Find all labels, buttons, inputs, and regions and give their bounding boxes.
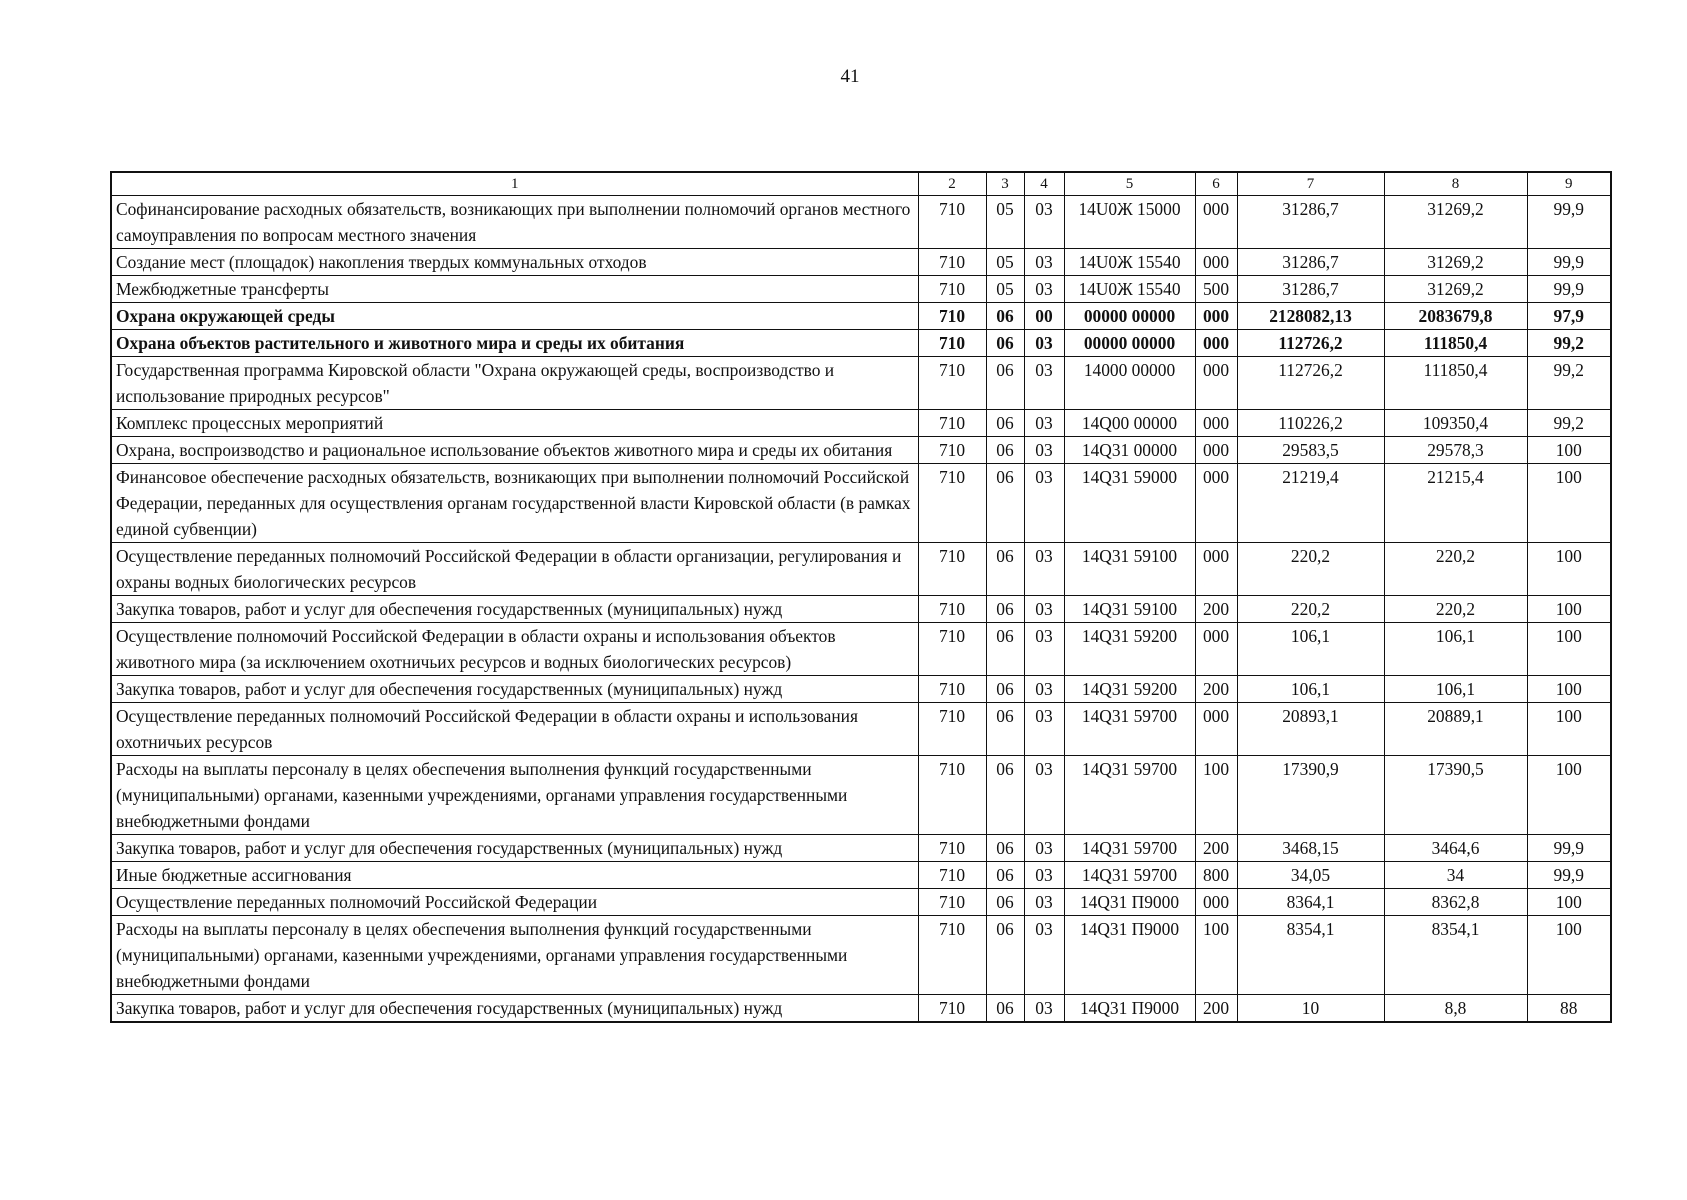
row-subsection-cell: 03 [1024, 357, 1064, 410]
header-cell: 7 [1237, 172, 1384, 196]
row-code-admin-cell: 710 [918, 889, 986, 916]
row-percent-cell: 100 [1527, 623, 1611, 676]
row-code-admin-cell: 710 [918, 623, 986, 676]
row-plan-cell: 110226,2 [1237, 410, 1384, 437]
row-section-cell: 06 [986, 464, 1024, 543]
row-actual-cell: 8354,1 [1384, 916, 1527, 995]
row-actual-cell: 109350,4 [1384, 410, 1527, 437]
row-code-admin-cell: 710 [918, 543, 986, 596]
row-target-article-cell: 14Q31 59700 [1064, 703, 1195, 756]
row-subsection-cell: 03 [1024, 756, 1064, 835]
header-cell: 8 [1384, 172, 1527, 196]
table-row [111, 862, 1611, 889]
row-percent-cell: 99,9 [1527, 249, 1611, 276]
row-actual-cell: 20889,1 [1384, 703, 1527, 756]
row-percent-cell: 88 [1527, 995, 1611, 1023]
row-expense-type-cell: 000 [1195, 357, 1237, 410]
row-name-cell: Осуществление переданных полномочий Российской Федерации в области организации, регулирования и охраны водных биологических ресурсов [111, 543, 918, 596]
row-section-cell: 06 [986, 330, 1024, 357]
table-row [111, 330, 1611, 357]
row-subsection-cell: 00 [1024, 303, 1064, 330]
row-target-article-cell: 14Q31 00000 [1064, 437, 1195, 464]
row-subsection-cell: 03 [1024, 995, 1064, 1023]
row-plan-cell: 220,2 [1237, 543, 1384, 596]
header-cell: 9 [1527, 172, 1611, 196]
row-code-admin-cell: 710 [918, 676, 986, 703]
table-row [111, 916, 1611, 995]
row-name-cell: Осуществление полномочий Российской Федерации в области охраны и использования объектов животного мира (за исключением охотничьих ресурсов и водных биологических ресурсов) [111, 623, 918, 676]
table-row [111, 543, 1611, 596]
table-row [111, 596, 1611, 623]
header-cell: 5 [1064, 172, 1195, 196]
row-name-cell: Комплекс процессных мероприятий [111, 410, 918, 437]
table-row [111, 276, 1611, 303]
row-name-cell: Охрана окружающей среды [111, 303, 918, 330]
row-actual-cell: 106,1 [1384, 623, 1527, 676]
row-expense-type-cell: 200 [1195, 596, 1237, 623]
header-cell: 1 [111, 172, 918, 196]
row-name-cell: Охрана объектов растительного и животного мира и среды их обитания [111, 330, 918, 357]
row-name-cell: Межбюджетные трансферты [111, 276, 918, 303]
row-expense-type-cell: 100 [1195, 756, 1237, 835]
row-actual-cell: 220,2 [1384, 543, 1527, 596]
row-percent-cell: 100 [1527, 916, 1611, 995]
row-subsection-cell: 03 [1024, 596, 1064, 623]
row-subsection-cell: 03 [1024, 862, 1064, 889]
row-actual-cell: 111850,4 [1384, 330, 1527, 357]
header-cell: 6 [1195, 172, 1237, 196]
row-code-admin-cell: 710 [918, 916, 986, 995]
row-actual-cell: 8,8 [1384, 995, 1527, 1023]
table-row [111, 410, 1611, 437]
row-subsection-cell: 03 [1024, 249, 1064, 276]
row-percent-cell: 100 [1527, 437, 1611, 464]
row-code-admin-cell: 710 [918, 995, 986, 1023]
table-row [111, 623, 1611, 676]
row-code-admin-cell: 710 [918, 835, 986, 862]
row-plan-cell: 112726,2 [1237, 357, 1384, 410]
table-row [111, 196, 1611, 249]
row-expense-type-cell: 000 [1195, 249, 1237, 276]
row-plan-cell: 112726,2 [1237, 330, 1384, 357]
table-row [111, 249, 1611, 276]
row-name-cell: Осуществление переданных полномочий Российской Федерации [111, 889, 918, 916]
row-percent-cell: 100 [1527, 543, 1611, 596]
table-body [111, 172, 1611, 1022]
row-target-article-cell: 14U0Ж 15000 [1064, 196, 1195, 249]
row-percent-cell: 100 [1527, 703, 1611, 756]
table-row [111, 756, 1611, 835]
row-expense-type-cell: 000 [1195, 703, 1237, 756]
row-actual-cell: 111850,4 [1384, 357, 1527, 410]
row-actual-cell: 2083679,8 [1384, 303, 1527, 330]
row-expense-type-cell: 500 [1195, 276, 1237, 303]
row-plan-cell: 31286,7 [1237, 276, 1384, 303]
row-code-admin-cell: 710 [918, 756, 986, 835]
row-code-admin-cell: 710 [918, 276, 986, 303]
row-target-article-cell: 14Q31 59100 [1064, 596, 1195, 623]
row-expense-type-cell: 000 [1195, 196, 1237, 249]
row-subsection-cell: 03 [1024, 916, 1064, 995]
table-row [111, 303, 1611, 330]
row-subsection-cell: 03 [1024, 543, 1064, 596]
budget-table [110, 171, 1612, 1023]
row-name-cell: Софинансирование расходных обязательств, возникающих при выполнении полномочий органов местного самоуправления по вопросам местного значения [111, 196, 918, 249]
row-plan-cell: 31286,7 [1237, 196, 1384, 249]
row-target-article-cell: 14U0Ж 15540 [1064, 249, 1195, 276]
row-code-admin-cell: 710 [918, 596, 986, 623]
row-target-article-cell: 14Q31 59200 [1064, 676, 1195, 703]
row-percent-cell: 100 [1527, 596, 1611, 623]
header-row [111, 172, 1611, 196]
row-section-cell: 05 [986, 196, 1024, 249]
row-expense-type-cell: 000 [1195, 464, 1237, 543]
row-target-article-cell: 14Q31 59200 [1064, 623, 1195, 676]
header-cell: 3 [986, 172, 1024, 196]
row-section-cell: 06 [986, 303, 1024, 330]
table-row [111, 676, 1611, 703]
row-code-admin-cell: 710 [918, 703, 986, 756]
row-code-admin-cell: 710 [918, 464, 986, 543]
row-name-cell: Финансовое обеспечение расходных обязательств, возникающих при выполнении полномочий Российской Федерации, переданных для осуществления органам государственной власти Кировской области (в рамках единой субвенции) [111, 464, 918, 543]
row-name-cell: Закупка товаров, работ и услуг для обеспечения государственных (муниципальных) нужд [111, 596, 918, 623]
row-actual-cell: 8362,8 [1384, 889, 1527, 916]
row-target-article-cell: 00000 00000 [1064, 303, 1195, 330]
row-section-cell: 06 [986, 623, 1024, 676]
table-row [111, 437, 1611, 464]
row-percent-cell: 100 [1527, 464, 1611, 543]
row-plan-cell: 34,05 [1237, 862, 1384, 889]
row-plan-cell: 106,1 [1237, 676, 1384, 703]
page-number: 41 [840, 66, 860, 87]
row-actual-cell: 106,1 [1384, 676, 1527, 703]
row-actual-cell: 21215,4 [1384, 464, 1527, 543]
row-name-cell: Расходы на выплаты персоналу в целях обеспечения выполнения функций государственными (муниципальными) органами, казенными учреждениями, органами управления государственными внебюджетными фондами [111, 756, 918, 835]
header-cell: 4 [1024, 172, 1064, 196]
row-target-article-cell: 14Q31 59700 [1064, 756, 1195, 835]
table-row [111, 995, 1611, 1023]
row-expense-type-cell: 200 [1195, 676, 1237, 703]
header-cell: 2 [918, 172, 986, 196]
row-plan-cell: 2128082,13 [1237, 303, 1384, 330]
row-target-article-cell: 14Q31 59000 [1064, 464, 1195, 543]
row-target-article-cell: 14000 00000 [1064, 357, 1195, 410]
row-section-cell: 06 [986, 357, 1024, 410]
row-name-cell: Осуществление переданных полномочий Российской Федерации в области охраны и использования охотничьих ресурсов [111, 703, 918, 756]
row-section-cell: 05 [986, 276, 1024, 303]
row-percent-cell: 97,9 [1527, 303, 1611, 330]
row-subsection-cell: 03 [1024, 676, 1064, 703]
row-section-cell: 06 [986, 703, 1024, 756]
row-section-cell: 06 [986, 756, 1024, 835]
row-code-admin-cell: 710 [918, 357, 986, 410]
row-section-cell: 05 [986, 249, 1024, 276]
row-name-cell: Создание мест (площадок) накопления твердых коммунальных отходов [111, 249, 918, 276]
row-actual-cell: 31269,2 [1384, 249, 1527, 276]
row-expense-type-cell: 100 [1195, 916, 1237, 995]
table-row [111, 703, 1611, 756]
row-subsection-cell: 03 [1024, 276, 1064, 303]
row-expense-type-cell: 200 [1195, 995, 1237, 1023]
row-section-cell: 06 [986, 437, 1024, 464]
row-name-cell: Иные бюджетные ассигнования [111, 862, 918, 889]
row-expense-type-cell: 000 [1195, 437, 1237, 464]
row-plan-cell: 106,1 [1237, 623, 1384, 676]
row-target-article-cell: 14Q31 П9000 [1064, 916, 1195, 995]
table-row [111, 835, 1611, 862]
row-expense-type-cell: 200 [1195, 835, 1237, 862]
row-section-cell: 06 [986, 995, 1024, 1023]
row-percent-cell: 100 [1527, 889, 1611, 916]
row-section-cell: 06 [986, 410, 1024, 437]
row-plan-cell: 8364,1 [1237, 889, 1384, 916]
row-code-admin-cell: 710 [918, 437, 986, 464]
row-target-article-cell: 14Q31 59700 [1064, 835, 1195, 862]
row-percent-cell: 99,2 [1527, 330, 1611, 357]
table-row [111, 357, 1611, 410]
row-plan-cell: 29583,5 [1237, 437, 1384, 464]
row-subsection-cell: 03 [1024, 464, 1064, 543]
row-percent-cell: 99,9 [1527, 835, 1611, 862]
row-code-admin-cell: 710 [918, 249, 986, 276]
row-subsection-cell: 03 [1024, 196, 1064, 249]
row-subsection-cell: 03 [1024, 410, 1064, 437]
row-actual-cell: 31269,2 [1384, 276, 1527, 303]
table-row [111, 889, 1611, 916]
row-target-article-cell: 14U0Ж 15540 [1064, 276, 1195, 303]
row-expense-type-cell: 000 [1195, 303, 1237, 330]
row-plan-cell: 17390,9 [1237, 756, 1384, 835]
row-expense-type-cell: 000 [1195, 330, 1237, 357]
row-actual-cell: 220,2 [1384, 596, 1527, 623]
row-expense-type-cell: 000 [1195, 410, 1237, 437]
row-plan-cell: 10 [1237, 995, 1384, 1023]
row-section-cell: 06 [986, 862, 1024, 889]
row-actual-cell: 17390,5 [1384, 756, 1527, 835]
row-name-cell: Охрана, воспроизводство и рациональное использование объектов животного мира и среды их обитания [111, 437, 918, 464]
row-percent-cell: 99,9 [1527, 196, 1611, 249]
row-subsection-cell: 03 [1024, 623, 1064, 676]
row-section-cell: 06 [986, 543, 1024, 596]
row-actual-cell: 29578,3 [1384, 437, 1527, 464]
row-name-cell: Закупка товаров, работ и услуг для обеспечения государственных (муниципальных) нужд [111, 995, 918, 1023]
row-subsection-cell: 03 [1024, 330, 1064, 357]
row-actual-cell: 31269,2 [1384, 196, 1527, 249]
row-percent-cell: 99,9 [1527, 276, 1611, 303]
row-target-article-cell: 14Q31 59700 [1064, 862, 1195, 889]
row-expense-type-cell: 000 [1195, 543, 1237, 596]
row-subsection-cell: 03 [1024, 437, 1064, 464]
row-expense-type-cell: 000 [1195, 623, 1237, 676]
row-plan-cell: 220,2 [1237, 596, 1384, 623]
table-row [111, 464, 1611, 543]
row-actual-cell: 3464,6 [1384, 835, 1527, 862]
row-target-article-cell: 00000 00000 [1064, 330, 1195, 357]
row-actual-cell: 34 [1384, 862, 1527, 889]
row-target-article-cell: 14Q00 00000 [1064, 410, 1195, 437]
row-section-cell: 06 [986, 835, 1024, 862]
row-name-cell: Расходы на выплаты персоналу в целях обеспечения выполнения функций государственными (муниципальными) органами, казенными учреждениями, органами управления государственными внебюджетными фондами [111, 916, 918, 995]
row-name-cell: Государственная программа Кировской области "Охрана окружающей среды, воспроизводство и использование природных ресурсов" [111, 357, 918, 410]
row-subsection-cell: 03 [1024, 889, 1064, 916]
row-plan-cell: 21219,4 [1237, 464, 1384, 543]
row-expense-type-cell: 000 [1195, 889, 1237, 916]
row-percent-cell: 99,2 [1527, 357, 1611, 410]
row-target-article-cell: 14Q31 П9000 [1064, 995, 1195, 1023]
row-section-cell: 06 [986, 916, 1024, 995]
row-percent-cell: 99,9 [1527, 862, 1611, 889]
row-section-cell: 06 [986, 889, 1024, 916]
row-plan-cell: 20893,1 [1237, 703, 1384, 756]
row-code-admin-cell: 710 [918, 410, 986, 437]
row-code-admin-cell: 710 [918, 196, 986, 249]
row-section-cell: 06 [986, 596, 1024, 623]
row-section-cell: 06 [986, 676, 1024, 703]
row-code-admin-cell: 710 [918, 862, 986, 889]
row-plan-cell: 3468,15 [1237, 835, 1384, 862]
row-percent-cell: 99,2 [1527, 410, 1611, 437]
row-plan-cell: 8354,1 [1237, 916, 1384, 995]
row-subsection-cell: 03 [1024, 835, 1064, 862]
row-subsection-cell: 03 [1024, 703, 1064, 756]
row-code-admin-cell: 710 [918, 330, 986, 357]
row-name-cell: Закупка товаров, работ и услуг для обеспечения государственных (муниципальных) нужд [111, 835, 918, 862]
row-plan-cell: 31286,7 [1237, 249, 1384, 276]
row-target-article-cell: 14Q31 59100 [1064, 543, 1195, 596]
row-name-cell: Закупка товаров, работ и услуг для обеспечения государственных (муниципальных) нужд [111, 676, 918, 703]
row-target-article-cell: 14Q31 П9000 [1064, 889, 1195, 916]
row-percent-cell: 100 [1527, 676, 1611, 703]
row-percent-cell: 100 [1527, 756, 1611, 835]
row-expense-type-cell: 800 [1195, 862, 1237, 889]
row-code-admin-cell: 710 [918, 303, 986, 330]
